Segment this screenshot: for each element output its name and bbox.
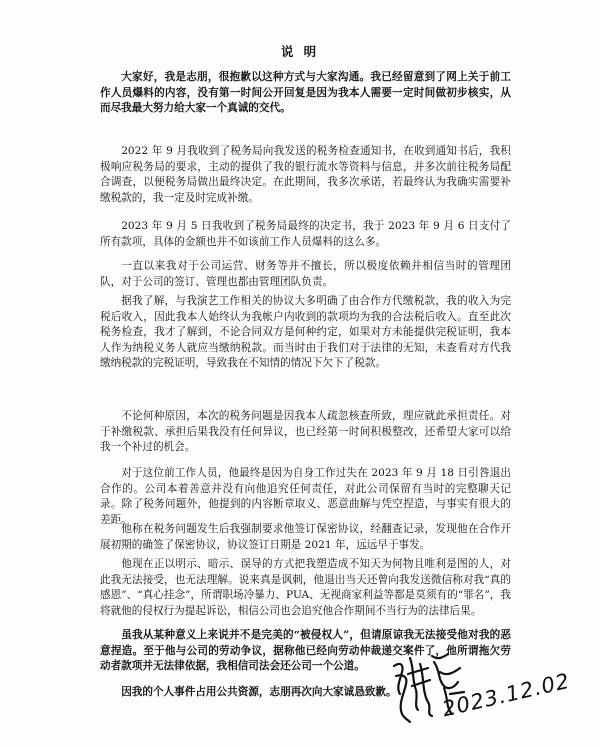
paragraph-5: 据我了解，与我演艺工作相关的协议大多明确了由合作方代缴税款，我的收入为完税后收入，因此我本人始终认为我帐户内收到的款项均为我的合法税后收入。直至此次税务检查，我才了解到，不论合同双方是何种约定，如果对方未能提供完税证明，我本人作为纳税义务人就应当缴纳税款。而当时由于我们对于法律的无知，未查看对方代我缴纳税款的完税证明，导致我在不知情的情况下欠下了税款。	[100, 295, 511, 369]
paragraph-11: 因我的个人事件占用公共资源，志朋再次向大家诚恳致歉。	[121, 686, 397, 698]
paragraph-3: 2023 年 9 月 5 日我收到了税务局最终的决定书，我于 2023 年 9 月 6 日支付了所有款项，具体的金额也并不如该前工作人员爆料的这么多。	[100, 220, 511, 248]
paragraph-1: 大家好，我是志朋，很抱歉以这种方式与大家沟通。我已经留意到了网上关于前工作人员爆料的内容，没有第一时间公开回复是因为我本人需要一定时间做初步核实，从而尽我最大努力给大家一个真诚的交代。	[100, 71, 511, 114]
paragraph-8: 他称在税务问题发生后我强制要求他签订保密协议，经翻查记录，发现他在合作开展初期的确签了保密协议，协议签订日期是 2021 年，远远早于事发。	[100, 523, 511, 551]
paragraph-7: 对于这位前工作人员，他最终是因为自身工作过失在 2023 年 9 月 18 日引咎退出合作的。公司本着善意并没有向他追究任何责任，对此公司保留有当时的完整聊天记录。除了税务问题外，他提到的内容断章取义、恶意曲解与凭空捏造，与事实有很大的差距。	[100, 467, 511, 526]
handwritten-date: 2023.12.02	[440, 668, 573, 722]
paragraph-6: 不论何种原因，本次的税务问题是因我本人疏忽核查所致，理应就此承担责任。对于补缴税款、承担后果我没有任何异议，也已经第一时间积极整改，还希望大家可以给我一个补过的机会。	[100, 410, 511, 453]
paragraph-10: 虽我从某种意义上来说并不是完美的“被侵权人”，但请原谅我无法接受他对我的恶意捏造。至于他与公司的劳动争议，据称他已经向劳动仲裁递交案件了，他所谓拖欠劳动者款项并无法律依据，我相信司法会还公司一个公道。	[100, 629, 511, 672]
paragraph-4: 一直以来我对于公司运营、财务等并不擅长，所以极度依赖并相信当时的管理团队，对于公司的签订、管理也都由管理团队负责。	[100, 260, 511, 288]
paragraph-2: 2022 年 9 月我收到了税务局向我发送的税务检查通知书，在收到通知书后，我积极响应税务局的要求，主动的提供了我的银行流水等资料与信息，并多次前往税务局配合调查，以便税务局做出最终决定。在此期间，我多次承诺，若最终认为我确实需要补缴税款的，我一定及时完成补缴。	[100, 145, 511, 204]
document-title: 说 明	[280, 44, 320, 59]
paragraph-9: 他现在正以明示、暗示、误导的方式把我塑造成不知天为何物且唯利是图的人，对此我无法接受，也无法理解。说来真是讽刺，他退出当天还曾向我发送微信称对我“真的感恩”、“真心挂念”，所谓职场冷暴力、PUA、无视商家利益等都是莫须有的“罪名”，我将就他的侵权行为提起诉讼，相信公司也会追究他合作期间不当行为的法律后果。	[100, 558, 511, 617]
